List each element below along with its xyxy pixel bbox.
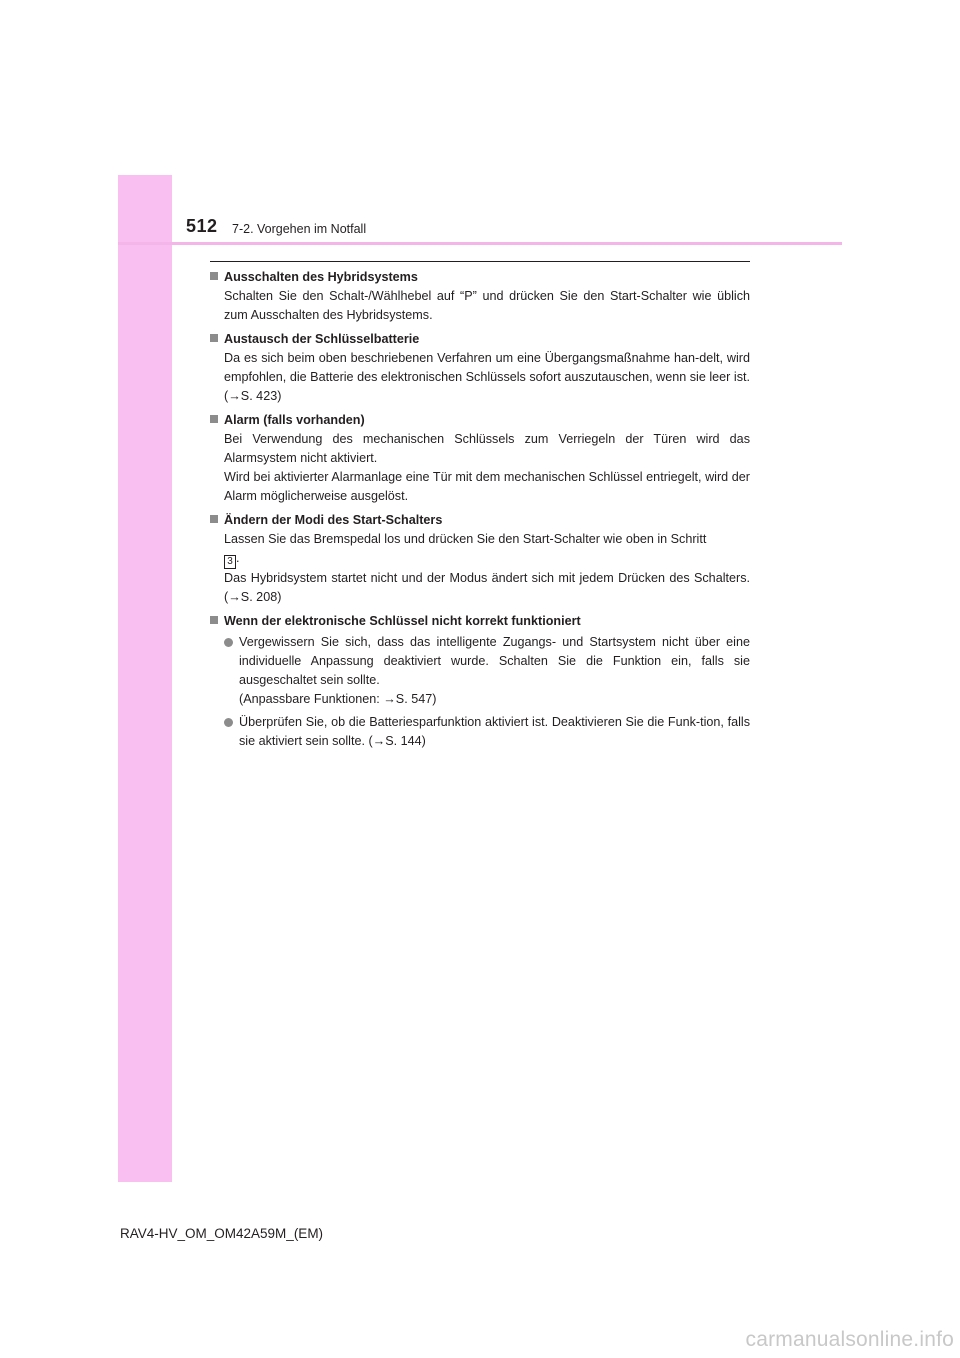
section-heading [210,268,750,287]
section-heading [210,330,750,349]
section-heading-text: Alarm (falls vorhanden) [224,413,365,427]
section-key-battery [210,330,750,406]
list-item-text [239,633,750,709]
paragraph-text: Lassen Sie das Bremspedal los und drücken Sie den Start-Schalter wie oben in Schritt [224,532,707,546]
square-bullet-icon [210,616,218,624]
paragraph: Schalten Sie den Schalt-/Wählhebel auf “P” und drücken Sie den Start-Schalter wie üblich zum Ausschalten des Hybridsystems. [224,289,750,322]
footer-doc-code: RAV4-HV_OM_OM42A59M_(EM) [120,1226,324,1241]
section-heading [210,511,750,530]
section-title: 7-2. Vorgehen im Notfall [232,222,367,236]
paragraph [224,530,750,569]
section-heading-text: Wenn der elektronische Schlüssel nicht korrekt funktioniert [224,614,581,628]
circle-bullet-icon [224,718,233,727]
paragraph: Bei Verwendung des mechanischen Schlüssels zum Verriegeln der Türen wird das Alarmsystem nicht aktiviert. [224,432,750,465]
section-alarm [210,411,750,506]
side-tab-band [118,175,172,1182]
step-number-box: 3 [224,555,236,569]
section-heading [210,612,750,631]
square-bullet-icon [210,272,218,280]
square-bullet-icon [210,415,218,423]
paragraph: Da es sich beim oben beschriebenen Verfahren um eine Übergangsmaßnahme han-delt, wird empfohlen, die Batterie des elektronischen Schlüssels sofort auszutauschen, wenn sie leer ist. (→S. 423) [224,351,750,403]
section-heading [210,411,750,430]
list-item [224,633,750,709]
list-item-line: (Anpassbare Funktionen: →S. 547) [239,692,437,706]
content-body [210,268,750,756]
section-start-switch-modes [210,511,750,607]
page-number: 512 [186,216,218,236]
section-heading-text: Austausch der Schlüsselbatterie [224,332,420,346]
square-bullet-icon [210,515,218,523]
section-hybrid-off [210,268,750,325]
section-heading-text: Ändern der Modi des Start-Schalters [224,513,443,527]
watermark: carmanualsonline.info [745,1328,954,1351]
list-item [224,713,750,751]
list-item-text [239,713,750,751]
paragraph-tail: . [236,551,240,565]
content-rule [210,261,750,262]
list-item-line: Vergewissern Sie sich, dass das intelligente Zugangs- und Startsystem nicht über eine individuelle Anpassung deaktiviert wurde. Schalten Sie die Funktion ein, falls sie ausgeschaltet sein sollte. [239,635,750,687]
paragraph: Wird bei aktivierter Alarmanlage eine Tür mit dem mechanischen Schlüssel entriegelt, wird der Alarm möglicherweise ausgelöst. [224,470,750,503]
section-key-malfunction [210,612,750,751]
paragraph: Das Hybridsystem startet nicht und der Modus ändert sich mit jedem Drücken des Schalters. (→S. 208) [224,571,750,604]
square-bullet-icon [210,334,218,342]
section-heading-text: Ausschalten des Hybridsystems [224,270,418,284]
circle-bullet-icon [224,638,233,647]
header-divider [118,242,842,245]
list-item-line: Überprüfen Sie, ob die Batteriesparfunktion aktiviert ist. Deaktivieren Sie die Funk-tion, falls sie aktiviert sein sollte. (→S. 144) [239,715,750,748]
